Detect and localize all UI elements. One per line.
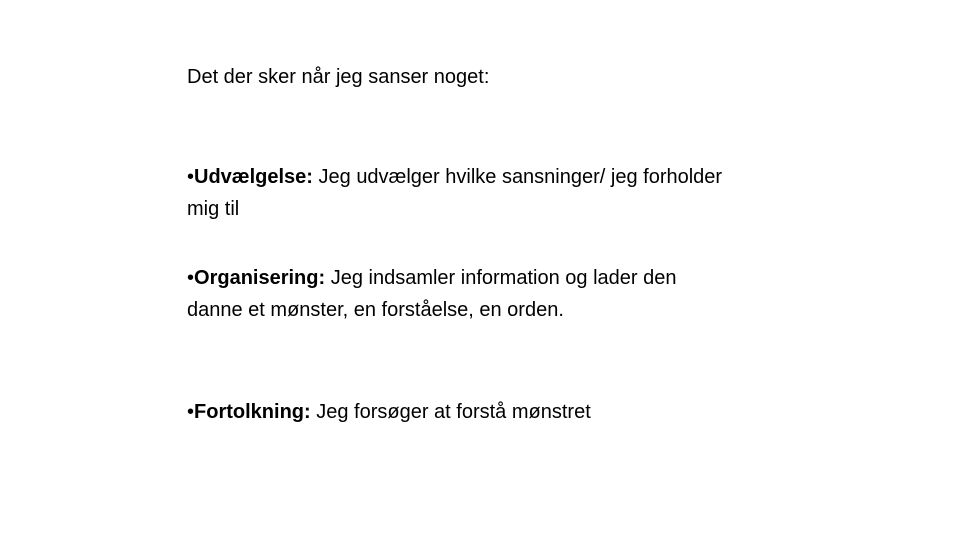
bullet-marker: •: [187, 401, 195, 423]
intro-text: Det der sker når jeg sanser noget:: [187, 66, 490, 88]
bullet-text: Jeg udvælger hvilke sansninger/ jeg forholder mig til: [187, 166, 723, 220]
bullet-term: Udvælgelse:: [194, 166, 313, 188]
bullet-fortolkning: [187, 396, 727, 428]
bullet-text: Jeg forsøger at forstå mønstret: [310, 401, 591, 423]
bullet-term: Fortolkning:: [194, 401, 311, 423]
bullet-term: Organisering:: [194, 267, 326, 289]
bullet-organisering: [187, 262, 727, 326]
bullet-marker: •: [187, 166, 195, 188]
bullet-text: Jeg indsamler information og lader den danne et mønster, en forståelse, en orden.: [187, 267, 677, 321]
bullet-udvaelgelse: [187, 161, 727, 225]
bullet-marker: •: [187, 267, 195, 289]
